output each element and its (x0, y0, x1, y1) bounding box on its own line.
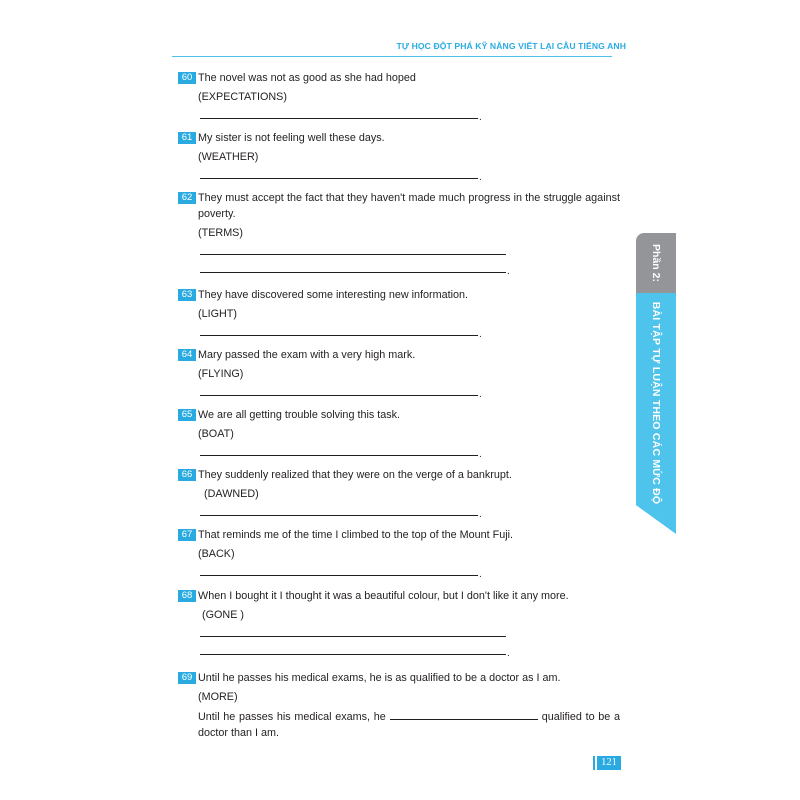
completion-prompt: Until he passes his medical exams, he qualified to be a doctor than I am. (198, 711, 620, 739)
answer-line[interactable]: . (200, 105, 620, 123)
header-rule (172, 56, 612, 57)
page-number-accent (593, 756, 595, 770)
answer-line[interactable]: . (200, 259, 620, 277)
answer-line[interactable]: . (200, 322, 620, 340)
exercise-sentence: That reminds me of the time I climbed to the top of the Mount Fuji. (198, 529, 514, 541)
exercise-62 (178, 190, 620, 277)
exercise-67 (178, 527, 620, 580)
section-side-tab (636, 233, 676, 534)
exercise-number: 66 (178, 469, 196, 481)
answer-line[interactable] (200, 623, 620, 641)
part-title: BÀI TẬP TỰ LUẬN THEO CÁC MỨC ĐỘ (650, 301, 662, 505)
exercise-sentence: Mary passed the exam with a very high mark. (198, 349, 416, 361)
exercise-66 (178, 467, 620, 520)
exercise-number: 61 (178, 132, 196, 144)
exercise-68 (178, 588, 620, 659)
exercise-number: 68 (178, 590, 196, 602)
exercise-keyword: (GONE ) (202, 609, 244, 621)
exercise-sentence: We are all getting trouble solving this task. (198, 409, 401, 421)
exercise-keyword: (WEATHER) (198, 151, 259, 163)
answer-line[interactable]: . (200, 502, 620, 520)
exercise-number: 67 (178, 529, 196, 541)
exercise-sentence: They suddenly realized that they were on the verge of a bankrupt. (198, 469, 512, 481)
exercise-60 (178, 70, 620, 123)
exercise-number: 64 (178, 349, 196, 361)
exercise-64 (178, 347, 620, 400)
page-number: 121 (597, 756, 621, 770)
answer-line[interactable]: . (200, 562, 620, 580)
answer-line[interactable]: . (200, 442, 620, 460)
exercise-61 (178, 130, 620, 183)
exercise-sentence: When I bought it I thought it was a beautiful colour, but I don't like it any more. (198, 590, 569, 602)
exercise-number: 69 (178, 672, 196, 684)
inline-answer-blank[interactable] (390, 710, 538, 720)
exercise-keyword: (MORE) (198, 691, 238, 703)
exercise-keyword: (FLYING) (198, 368, 244, 380)
exercise-65 (178, 407, 620, 460)
exercise-keyword: (BACK) (198, 548, 235, 560)
exercise-sentence: They must accept the fact that they haven't made much progress in the struggle against poverty. (198, 192, 620, 220)
answer-line[interactable] (200, 241, 620, 259)
exercise-keyword: (BOAT) (198, 428, 234, 440)
exercise-keyword: (TERMS) (198, 227, 243, 239)
running-header: TỰ HỌC ĐỘT PHÁ KỸ NĂNG VIẾT LẠI CÂU TIẾNG ANH (396, 41, 626, 51)
answer-line[interactable]: . (200, 641, 620, 659)
answer-line[interactable]: . (200, 165, 620, 183)
exercise-sentence: The novel was not as good as she had hoped (198, 72, 416, 84)
exercise-sentence: Until he passes his medical exams, he is as qualified to be a doctor as I am. (198, 672, 561, 684)
exercise-number: 63 (178, 289, 196, 301)
answer-line[interactable]: . (200, 382, 620, 400)
exercise-number: 62 (178, 192, 196, 204)
exercise-63 (178, 287, 620, 340)
exercise-69 (178, 670, 620, 741)
part-label: Phần 2: (650, 244, 662, 282)
exercise-keyword: (EXPECTATIONS) (198, 91, 287, 103)
exercise-sentence: My sister is not feeling well these days. (198, 132, 385, 144)
exercise-sentence: They have discovered some interesting new information. (198, 289, 469, 301)
exercise-number: 60 (178, 72, 196, 84)
exercise-keyword: (LIGHT) (198, 308, 237, 320)
exercise-keyword: (DAWNED) (204, 488, 259, 500)
exercise-number: 65 (178, 409, 196, 421)
